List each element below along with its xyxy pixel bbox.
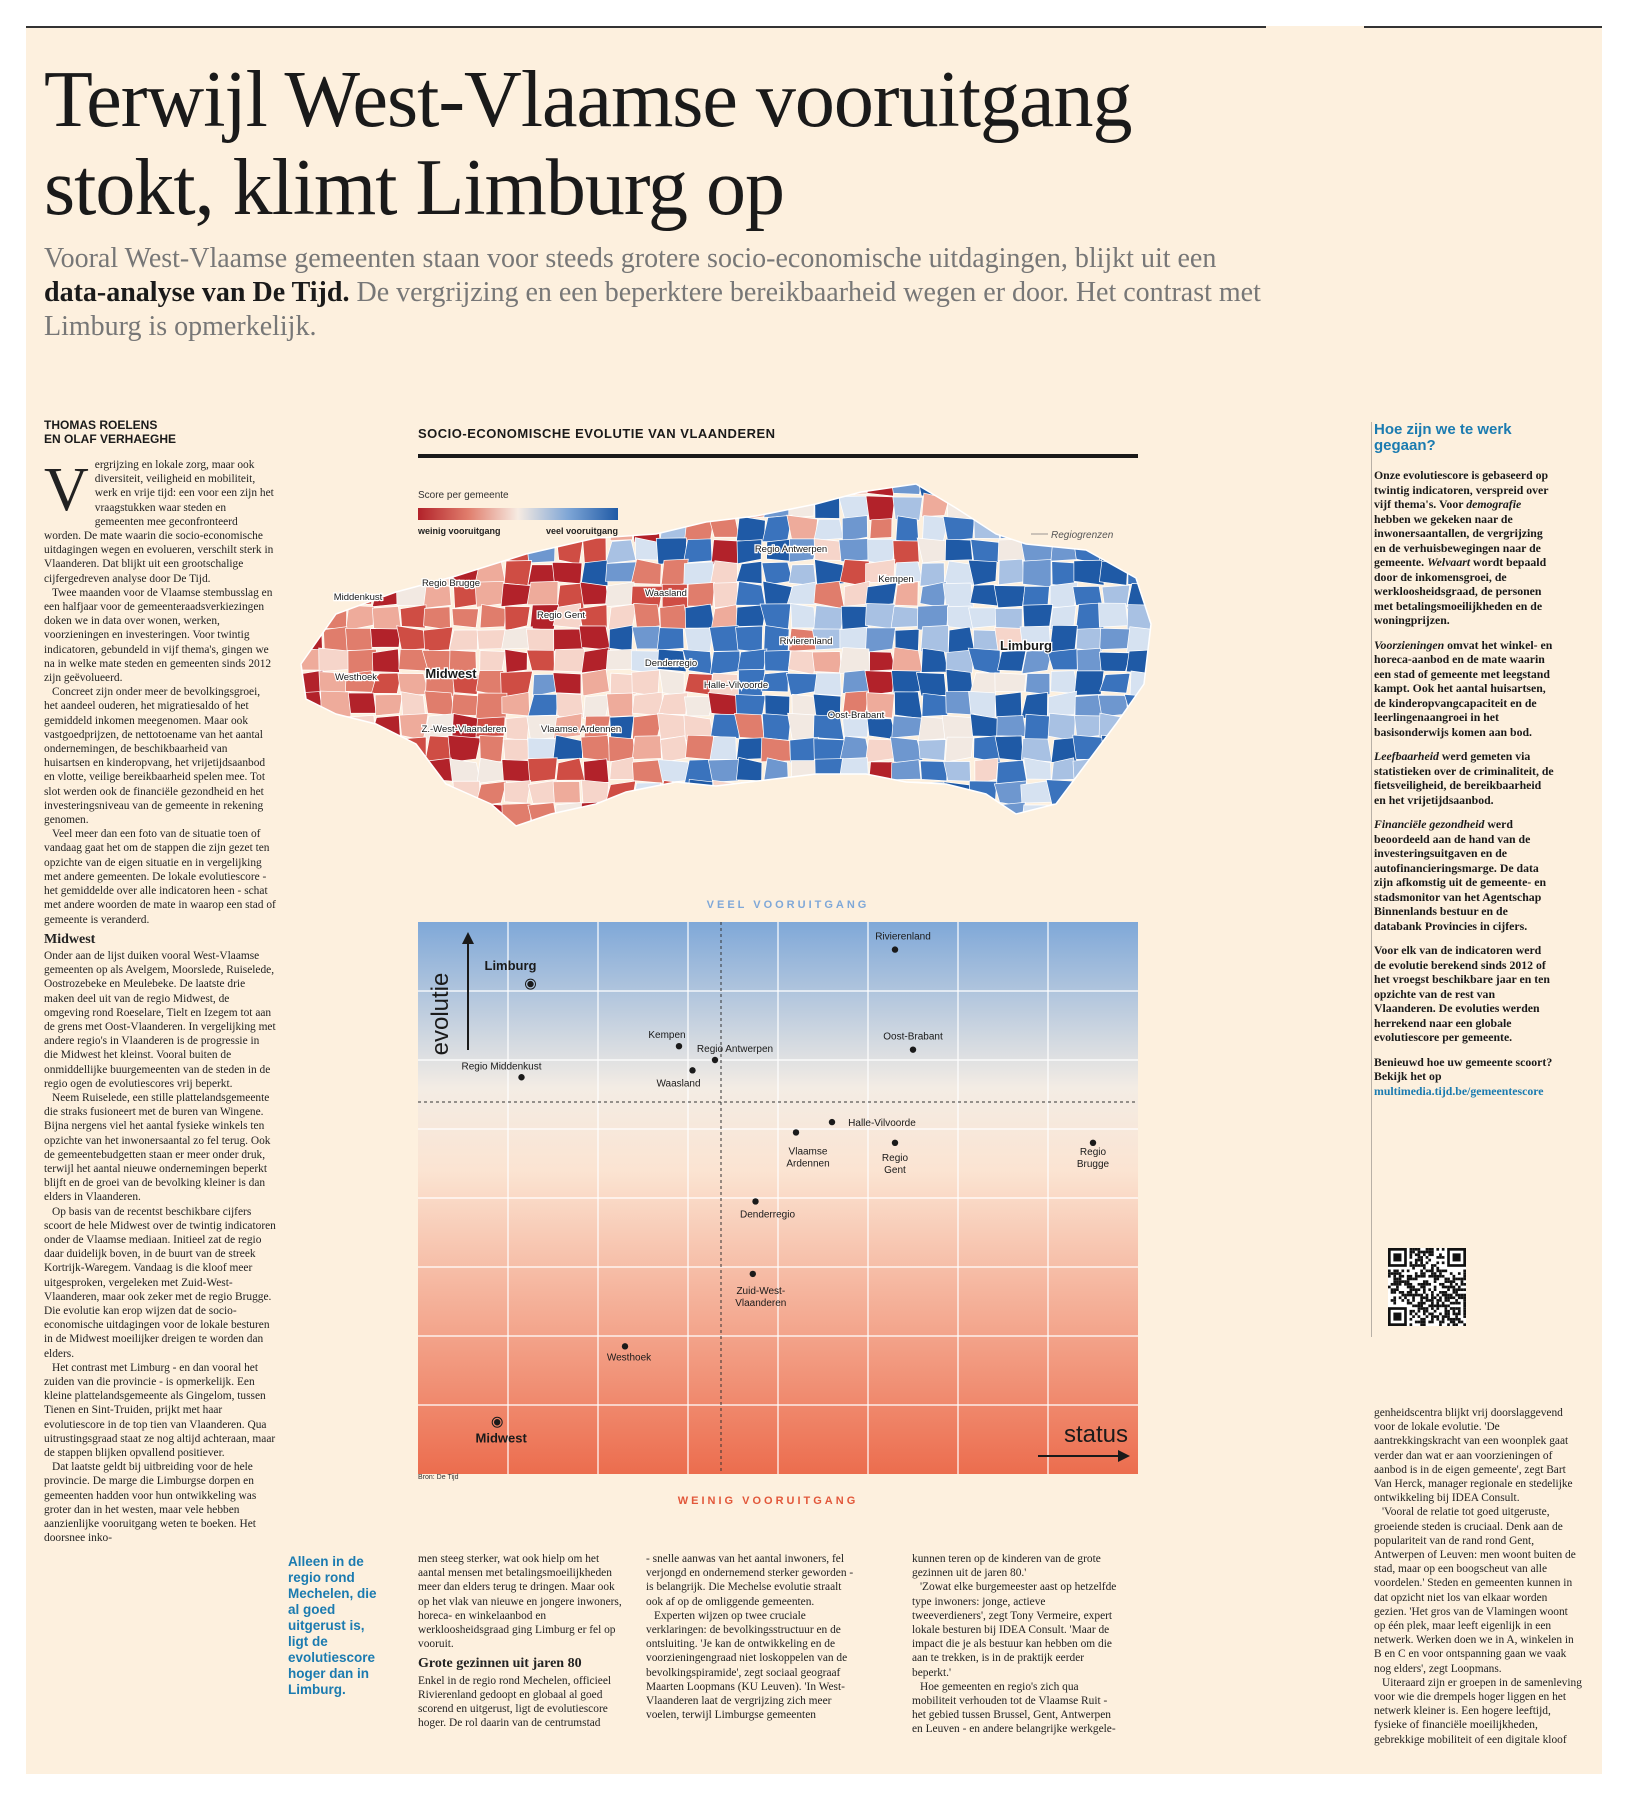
point-label-regio-antwerpen: Regio Antwerpen <box>696 1044 774 1055</box>
paragraph: Concreet zijn onder meer de bevolkingsgroei, het aandeel ouderen, het migratiesaldo of het gemiddeld inkomen meegenomen. Maar ook vastgoedprijzen, de nettotoename van het aantal ondernemingen, de beschikbaarheid van huisartsen en kinderopvang, het vrijetijdsaanbod en vlotte, veilige bereikbaarheid spelen mee. Tot slot werden ook de financiële gezondheid en het investeringsniveau van de gemeente in rekening genomen. <box>44 686 266 827</box>
gemeentescore-link[interactable]: multimedia.tijd.be/gemeentescore <box>1374 1083 1544 1098</box>
lead-text-2: De vergrijzing en een beperktere bereikbaarheid wegen er door. Het contrast met Limburg is opmerkelijk. <box>44 277 1261 342</box>
article-column-2 <box>418 1552 626 1730</box>
paragraph: genheidscentra blijkt vrij doorslaggevend voor de lokale evolutie. 'De aantrekkingskracht van een woonplek gaat verder dan wat er aan voorzieningen of aanbod is in de eigen gemeente', zegt Bart Van Herck, manager regionale en stedelijke ontwikkeling bij IDEA Consult. <box>1374 1407 1573 1505</box>
graphic-title: SOCIO-ECONOMISCHE EVOLUTIE VAN VLAANDEREN <box>418 426 776 441</box>
paragraph <box>44 458 276 586</box>
point-zuid-west-vlaanderen <box>750 1271 756 1277</box>
top-label: VEEL VOORUITGANG <box>706 899 870 911</box>
text: wordt bepaald door de inkomensgroei, de werkloosheidsgraad, de personen met betalingsmoeilijkheden en de woningprijzen. <box>1374 555 1547 627</box>
pull-quote: Alleen in de regio rond Mechelen, die al goed uitgerust is, ligt de evolutiescore hoger dan in Limburg. <box>288 1554 377 1697</box>
paragraph: Veel meer dan een foto van de situatie toen of vandaag gaat het om de stappen die zijn gezet ten opzichte van de eigen situatie en in vergelijking met andere gemeenten. De lokale evolutiescore - het gemiddelde over alle indicatoren heen - schat met andere woorden de mate in waarop een stad of gemeente is veranderd. <box>44 828 276 926</box>
point-kempen <box>676 1043 682 1049</box>
sidebar-rule-left <box>1371 422 1372 1337</box>
method-sidebar <box>1374 422 1554 1108</box>
sidebar-paragraph <box>1374 1055 1554 1099</box>
qr-code[interactable] <box>1388 1248 1466 1326</box>
flanders-map <box>296 474 1156 874</box>
point-halle-vilvoorde <box>829 1119 835 1125</box>
regiogrenzen-label: Regiogrenzen <box>1051 530 1114 541</box>
map-label-rivierenland: Rivierenland <box>779 636 833 647</box>
point-label-zuid-west-vlaanderen: Zuid-West-Vlaanderen <box>735 1285 787 1309</box>
graphic-rule <box>418 454 1138 458</box>
point-regio-middenkust <box>518 1074 524 1080</box>
point-regio-gent <box>892 1140 898 1146</box>
sidebar-paragraph <box>1374 749 1554 807</box>
headline: Terwijl West-Vlaamse vooruitgang stokt, klimt Limburg op <box>44 56 1132 232</box>
scatter-chart <box>418 874 1158 1507</box>
map-label-regio-antwerpen: Regio Antwerpen <box>754 544 828 555</box>
lead-text-1: Vooral West-Vlaamse gemeenten staan voor steeds grotere socio-economische uitdagingen, blijkt uit een <box>44 243 1217 274</box>
paragraph: Dat laatste geldt bij uitbreiding voor de hele provincie. De marge die Limburgse dorpen en gemeenten hadden voor hun ontwikkeling was groter dan in het westen, maar vele hebben aanzienlijke vooruitgang weten te boeken. Het doorsnee inko- <box>44 1461 257 1545</box>
subheading: Midwest <box>44 931 96 947</box>
point-label-rivierenland: Rivierenland <box>875 931 931 943</box>
paragraph: kunnen teren op de kinderen van de grote gezinnen uit de jaren 80.' <box>912 1553 1101 1580</box>
byline <box>44 418 254 446</box>
point-label-kempen: Kempen <box>648 1030 686 1042</box>
point-label-waasland: Waasland <box>656 1078 701 1090</box>
paragraph: 'Zowat elke burgemeester aast op hetzelfde type inwoners: jonge, actieve tweeverdieners', zegt Tony Vermeire, expert lokale besturen bij IDEA Consult. 'Maar de impact die je als bestuur kan hebben om die aan te trekken, is in de praktijk eerder beperkt.' <box>912 1581 1117 1679</box>
map-label-midwest: Midwest <box>425 666 477 681</box>
author-2: EN OLAF VERHAEGHE <box>44 432 177 446</box>
paragraph: Uiteraard zijn er groepen in de samenleving voor wie die drempels hoger liggen en het netwerk kleiner is. Een hogere leeftijd, fysieke of financiële moeilijkheden, gebrekkige mobiliteit of een digitale kloof <box>1374 1676 1582 1746</box>
text: werd beoordeeld aan de hand van de investeringsuitgaven en de autofinancieringsmarge. De data zijn afkomstig uit de gemeente- en stadsmonitor van het Agentschap Binnenlands bestuur en de databank Provincies in cijfers. <box>1374 817 1547 933</box>
text: hebben we gekeken naar de inwonersaantallen, de vergrijzing en de verhuisbewegingen naar de gemeente. <box>1374 511 1543 569</box>
point-vlaamse-ardennen <box>793 1129 799 1135</box>
author-1: THOMAS ROELENS <box>44 418 158 432</box>
map-label-denderregio: Denderregio <box>644 658 698 669</box>
map-label-halle-vilvoorde: Halle-Vilvoorde <box>703 680 769 691</box>
emphasis: Financiële gezondheid <box>1374 817 1485 831</box>
dropcap: V <box>44 456 89 524</box>
lead-bold: data-analyse van De Tijd. <box>44 277 350 308</box>
paragraph: Op basis van de recentst beschikbare cijfers scoort de hele Midwest over de twintig indicatoren onder de Vlaamse mediaan. Initieel zat de regio daar duidelijk boven, in de buurt van de streek Kortrijk-Waregem. Vandaag is die kloof meer uitgesproken, vergeleken met Zuid-West-Vlaanderen, maar ook zeker met de regio Brugge. Die evolutie kan erop wijzen dat de socio-economische uitdagingen voor de lokale besturen in de Midwest moeilijker dreigen te worden dan elders. <box>44 1205 276 1360</box>
map-label-z-west-vlaanderen: Z.-West-Vlaanderen <box>421 724 507 735</box>
point-waasland <box>689 1067 695 1073</box>
legend-high: veel vooruitgang <box>545 526 618 536</box>
source-note: Bron: De Tijd <box>418 1474 459 1481</box>
point-oost-brabant <box>910 1046 916 1052</box>
emphasis: Leefbaarheid <box>1374 749 1439 763</box>
emphasis: Voorzieningen <box>1374 637 1445 652</box>
bottom-label: WEINIG VOORUITGANG <box>677 1495 859 1507</box>
point-label-regio-brugge: Regio Brugge <box>1076 1146 1110 1170</box>
legend-title: Score per gemeente <box>418 490 509 501</box>
paragraph: Experten wijzen op twee cruciale verklaringen: de bevolkingsstructuur en de ontsluiting. 'Je kan de ontwikkeling en de voorzieningengraad niet loskoppelen van de bevolkingspiramide', zegt sociaal geograaf Maarten Loopmans (KU Leuven). 'In West-Vlaanderen laat de vergrijzing zich meer voelen, terwijl Limburgse gemeenten <box>646 1609 848 1722</box>
newspaper-page <box>26 26 1602 1774</box>
paragraph: Hoe gemeenten en regio's zich qua mobiliteit verhouden tot de Vlaamse Ruit - het gebied tussen Brussel, Gent, Antwerpen en Leuven - en andere belangrijke werkgele- <box>912 1680 1116 1736</box>
map-label-regio-brugge: Regio Brugge <box>421 578 481 589</box>
lead-paragraph <box>44 242 1264 344</box>
map-label-vlaamse-ardennen: Vlaamse Ardennen <box>540 724 622 735</box>
text: Onze evolutiescore is gebaseerd op twintig indicatoren, verspreid over vijf thema's. Voor <box>1374 468 1549 511</box>
point-label-regio-gent: Regio Gent <box>881 1152 909 1176</box>
map-label-westhoek: Westhoek <box>334 672 378 683</box>
point-midwest <box>494 1419 500 1425</box>
point-label-westhoek: Westhoek <box>606 1352 652 1364</box>
point-limburg <box>527 981 533 987</box>
paragraph: Onder aan de lijst duiken vooral West-Vlaamse gemeenten op als Avelgem, Moorslede, Ruiselede, Oostrozebeke en Meulebeke. De laatste drie maken deel uit van de regio Midwest, de omgeving rond Roeselare, Tielt en Izegem tot aan de grens met Oost-Vlaanderen. In vergelijking met andere regio's in Vlaanderen is de progressie in die Midwest het kleinst. Vooral buiten de onmiddellijke buurgemeenten van de steden in de regio ogen de evolutiescores vrij beperkt. <box>44 949 276 1090</box>
y-axis-label: evolutie <box>427 972 454 1056</box>
article-column-5 <box>1374 1406 1582 1747</box>
map-label-middenkust: Middenkust <box>333 592 383 603</box>
emphasis: demografie <box>1466 497 1522 511</box>
point-rivierenland <box>892 946 898 952</box>
article-column-1 <box>44 458 276 1545</box>
point-regio-antwerpen <box>712 1057 718 1063</box>
text: Benieuwd hoe uw gemeente scoort? Bekijk het op <box>1374 1054 1553 1083</box>
map-label-waasland: Waasland <box>645 588 687 599</box>
paragraph: Twee maanden voor de Vlaamse stembusslag en een halfjaar voor de gemeenteraadsverkiezingen doken we in data over wonen, werken, voorzieningen en investeringen. Voor twintig indicatoren, gebundeld in vijf thema's, gingen we na in welke mate steden en gemeenten sinds 2012 zijn geëvolueerd. <box>44 586 273 685</box>
x-axis-label: status <box>1063 1421 1128 1448</box>
paragraph: Het contrast met Limburg - en dan vooral het zuiden van die provincie - is opmerkelijk. Een kleine plattelandsgemeente als Gingelom, tussen Tienen en Sint-Truiden, prijkt met haar evolutiescore in de top tien van Vlaanderen. Qua uitrustingsgraad staat ze nog altijd achteraan, maar de stappen blijken opvallend positiever. <box>44 1361 276 1460</box>
point-label-vlaamse-ardennen: Vlaamse Ardennen <box>786 1146 830 1170</box>
map-label-limburg: Limburg <box>1000 638 1052 653</box>
article-column-4 <box>912 1552 1120 1737</box>
point-label-limburg: Limburg <box>484 958 537 974</box>
point-westhoek <box>622 1343 628 1349</box>
paragraph: 'Vooral de relatie tot goed uitgeruste, groeiende steden is cruciaal. Denk aan de populariteit van de rand rond Gent, Antwerpen of Leuven: men woont buiten de stad, maar op een boogscheut van alle voordelen.' Steden en gemeenten kunnen in dat opzicht niet los van elkaar worden gezien. 'Het gros van de Vlamingen woont op één plek, maar leeft eigenlijk in een netwerk. Werken doen we in A, winkelen in B en C en voor ontspanning gaan we vaak nog elders', zegt Loopmans. <box>1374 1506 1576 1675</box>
top-rule-right <box>1364 26 1602 28</box>
sidebar-paragraph <box>1374 468 1554 628</box>
subheading: Grote gezinnen uit jaren 80 <box>418 1656 582 1672</box>
map-label-regio-gent: Regio Gent <box>536 610 586 621</box>
top-rule <box>26 26 1266 28</box>
sidebar-paragraph: Voor elk van de indicatoren werd de evolutie berekend sinds 2012 of het vroegst beschikbare jaar en ten opzichte van de rest van Vlaanderen. De evoluties werden herrekend naar een globale evolutiescore per gemeente. <box>1374 943 1550 1044</box>
legend-gradient <box>418 508 618 520</box>
paragraph: Enkel in de regio rond Mechelen, officieel Rivierenland gedoopt en globaal al goed scorend en uitgerust, ligt de evolutiescore hoger. De rol daarin van de centrumstad <box>418 1674 612 1730</box>
paragraph: Neem Ruiselede, een stille plattelandsgemeente die straks fusioneert met de buren van Wingene. Bijna nergens viel het aantal fysieke winkels ten opzichte van het inwonersaantal zo fel terug. Ook de gemeentebudgetten staan er meer onder druk, terwijl het aantal nieuwe ondernemingen beperkt blijft en de groei van de bevolking kleiner is dan elders in Vlaanderen. <box>44 1091 271 1204</box>
article-column-3 <box>646 1552 854 1722</box>
point-denderregio <box>752 1198 758 1204</box>
point-label-regio-middenkust: Regio Middenkust <box>461 1061 542 1073</box>
point-regio-brugge <box>1090 1140 1096 1146</box>
point-label-midwest: Midwest <box>475 1430 527 1446</box>
paragraph: men steeg sterker, wat ook hielp om het aantal mensen met betalingsmoeilijkheden meer dan elders terug te dringen. Maar ook op het vlak van nieuwe en jongere inwoners, horeca- en winkelaanbod en werkloosheidsgraad ging Limburg er fel op vooruit. <box>418 1553 622 1651</box>
point-label-halle-vilvoorde: Halle-Vilvoorde <box>848 1118 916 1130</box>
point-label-denderregio: Denderregio <box>739 1209 796 1221</box>
legend-low: weinig vooruitgang <box>418 526 501 536</box>
map-label-oost-brabant: Oost-Brabant <box>827 710 885 721</box>
emphasis: Welvaart <box>1427 555 1471 569</box>
sidebar-paragraph <box>1374 638 1554 740</box>
map-label-kempen: Kempen <box>878 574 914 585</box>
paragraph-text: ergrijzing en lokale zorg, maar ook diversiteit, veiligheid en mobiliteit, werk en vrije tijd: een voor een zijn het vraagstukken waar steden en gemeenten mee geconfronteerd worden. De mate waarin die socio-economische uitdagingen wegen en evolueren, verschilt sterk in Vlaanderen. Dat blijkt uit een grootschalige cijfergedreven analyse door De Tijd. <box>44 459 274 585</box>
sidebar-title: Hoe zijn we te werk gegaan? <box>1374 421 1512 454</box>
sidebar-paragraph <box>1374 817 1554 933</box>
text: omvat het winkel- en horeca-aanbod en de mate waarin een stad of gemeente met leegstand kampt. Ook het aantal huisartsen, de kinderopvangcapaciteit en de leerlingenaangroei in het basisonderwijs komen aan bod. <box>1374 637 1553 739</box>
paragraph: - snelle aanwas van het aantal inwoners, fel verjongd en ondernemend sterker geworden - is belangrijk. Die Mechelse evolutie straalt ook af op de omliggende gemeenten. <box>646 1553 854 1608</box>
text: werd gemeten via statistieken over de criminaliteit, de fietsveiligheid, de bereikbaarheid en het vrijetijdsaanbod. <box>1374 749 1554 807</box>
point-label-oost-brabant: Oost-Brabant <box>883 1031 943 1043</box>
